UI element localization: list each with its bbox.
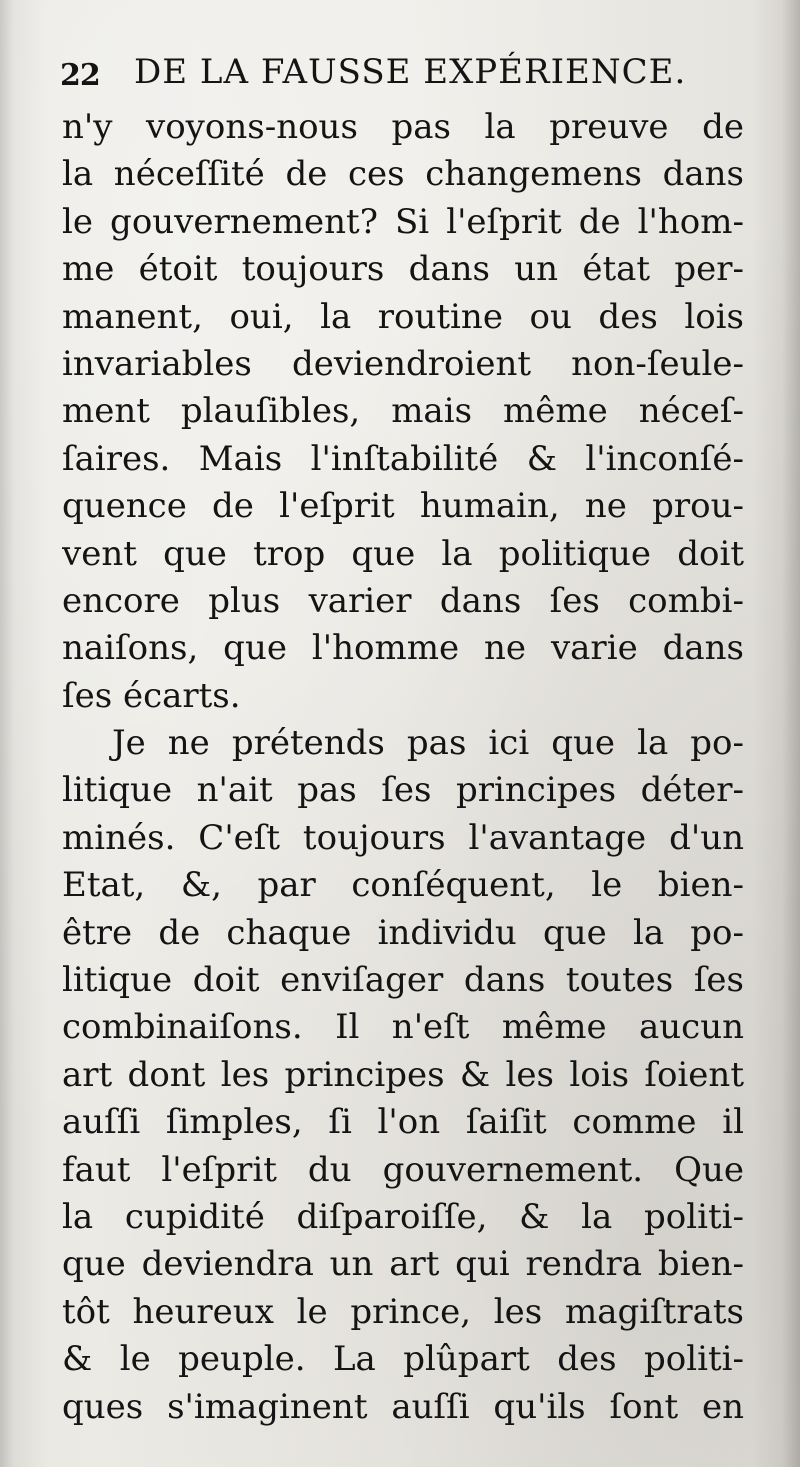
text-line: n'y voyons-nous pas la preuve de [62, 107, 744, 147]
text-line: litique n'ait pas ſes principes déter- [62, 770, 744, 811]
text-line: la néceſſité de ces changemens dans [62, 154, 744, 195]
text-line: encore plus varier dans ſes combi- [62, 580, 744, 621]
text-line: auſſi ſimples, ſi l'on ſaiſit comme il [62, 1102, 744, 1143]
running-head: DE LA FAUSSE EXPÉRIENCE. [134, 52, 687, 92]
text-line: le gouvernement? Si l'eſprit de l'hom- [62, 201, 744, 242]
text-line: que deviendra un art qui rendra bien- [62, 1244, 744, 1285]
page-number: 22 [60, 58, 100, 93]
page-header [60, 52, 750, 102]
paragraph-start-line: Je ne prétends pas ici que la po- [112, 723, 744, 764]
text-line: minés. C'eſt toujours l'avantage d'un [62, 817, 744, 858]
text-line: combinaiſons. Il n'eſt même aucun [62, 1007, 744, 1048]
text-line: art dont les principes & les lois ſoient [62, 1054, 744, 1095]
text-line: quence de l'eſprit humain, ne prou- [62, 486, 744, 527]
text-line: manent, oui, la routine ou des lois [62, 296, 744, 337]
text-line: Etat, &, par conſéquent, le bien- [62, 865, 744, 906]
text-line: être de chaque individu que la po- [62, 912, 744, 953]
gutter-shadow [782, 0, 800, 1467]
text-line: & le peuple. La plûpart des politi- [62, 1339, 744, 1380]
text-line: ques s'imaginent auſſi qu'ils ſont en [62, 1386, 744, 1427]
text-line: tôt heureux le prince, les magiſtrats [62, 1291, 744, 1332]
text-line: me étoit toujours dans un état per- [62, 249, 744, 290]
text-line: naiſons, que l'homme ne varie dans [62, 628, 744, 669]
text-line: la cupidité diſparoiſſe, & la politi- [62, 1196, 744, 1237]
text-line: ment plauſibles, mais même néceſ- [62, 391, 744, 432]
text-line: ſaires. Mais l'inſtabilité & l'inconſé- [62, 438, 744, 479]
text-line: ſes écarts. [62, 675, 241, 716]
page-edge-shadow [0, 0, 14, 1467]
body-text [62, 104, 744, 1431]
text-line: invariables deviendroient non-ſeule- [62, 343, 744, 384]
text-line: litique doit enviſager dans toutes ſes [62, 960, 744, 1001]
text-line: vent que trop que la politique doit [62, 533, 744, 574]
text-line: faut l'eſprit du gouvernement. Que [62, 1149, 744, 1190]
